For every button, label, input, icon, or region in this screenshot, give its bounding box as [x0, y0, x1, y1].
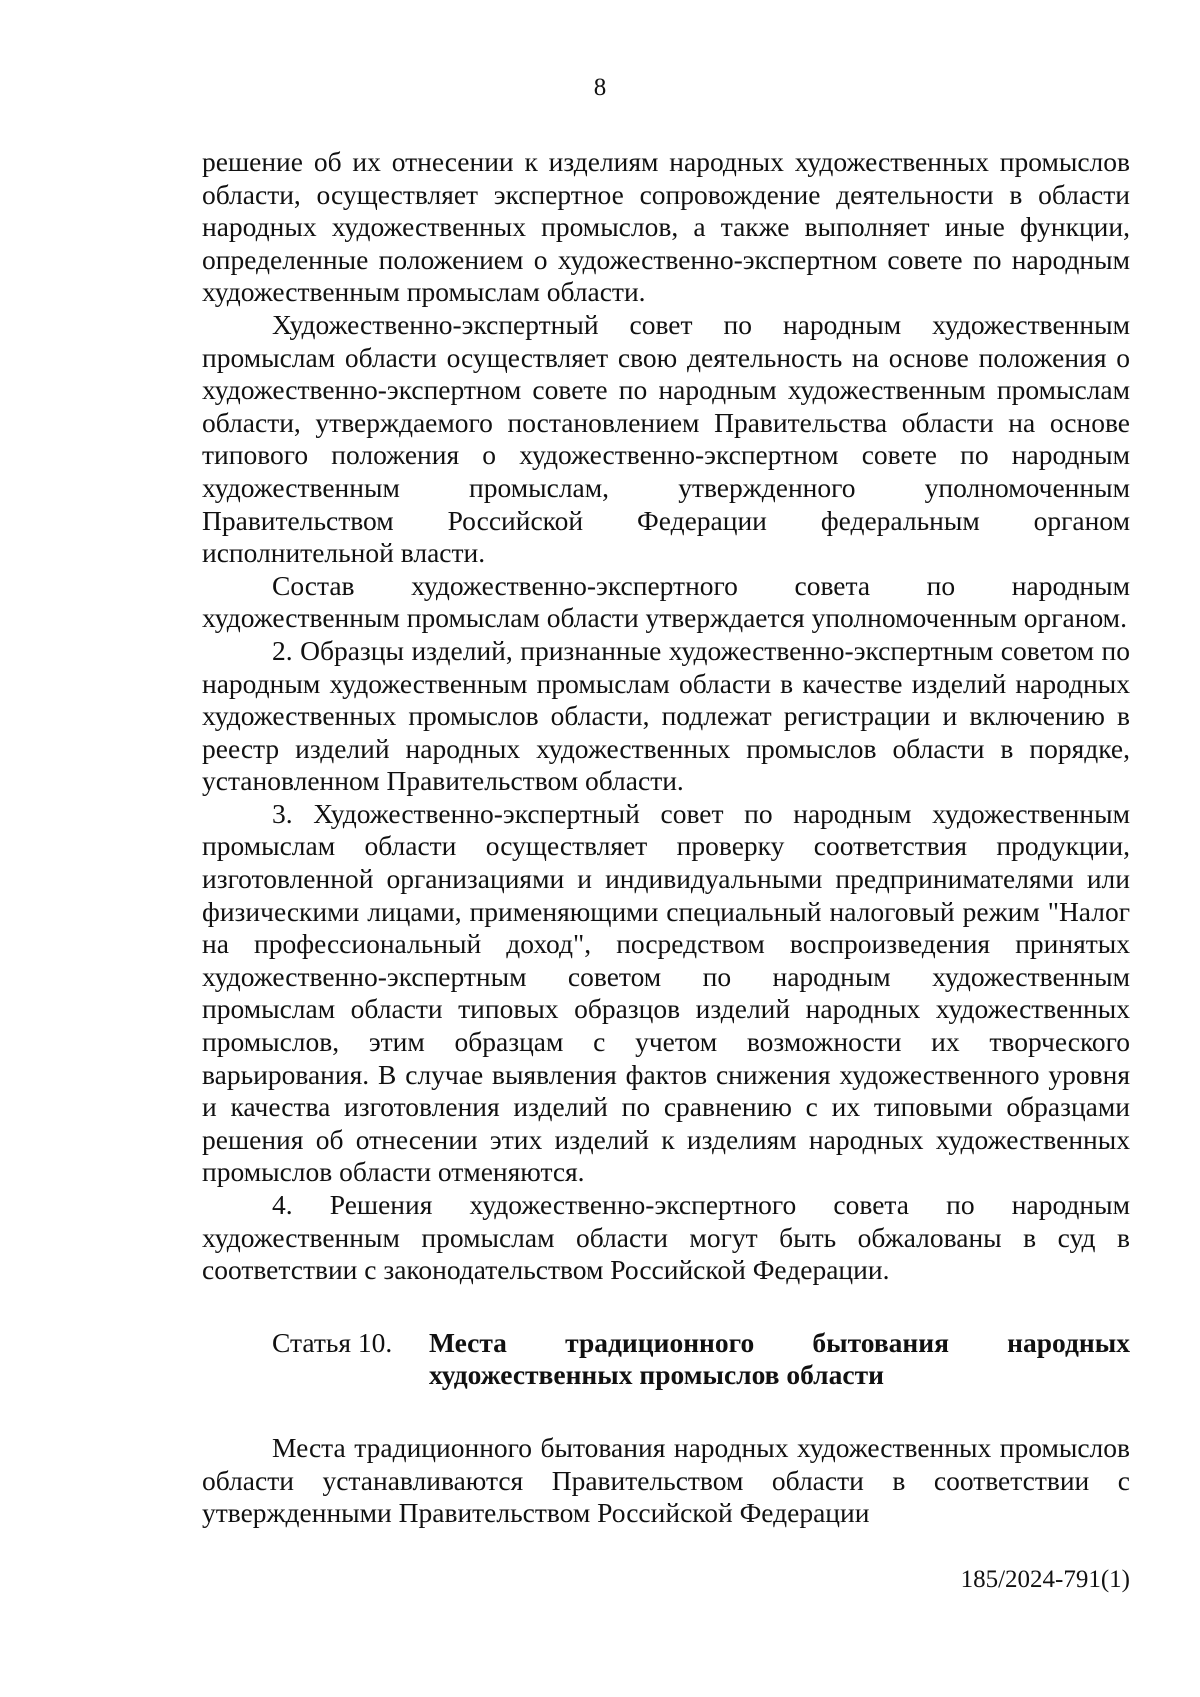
paragraph-continuation: решение об их отнесении к изделиям народных художественных промыслов области, осуществляет экспертное сопровождение деятельности в области народных художественных промыслов, а также выполняет иные функции, определенные положением о художественно-экспертном совете по народным художественным промыслам области. — [202, 146, 1130, 308]
paragraph-council-basis: Художественно-экспертный совет по народным художественным промыслам области осуществляет свою деятельность на основе положения о художественно-экспертном совете по народным художественным промыслам области, утверждаемого постановлением Правительства области на основе типового положения о художественно-экспертном совете по народным художественным промыслам, утвержденного уполномоченным Правительством Российской Федерации федеральным органом исполнительной власти. — [202, 308, 1130, 569]
paragraph-item-4: 4. Решения художественно-экспертного совета по народным художественным промыслам области могут быть обжалованы в суд в соответствии с законодательством Российской Федерации. — [202, 1189, 1130, 1286]
document-body — [202, 146, 1130, 1530]
paragraph-item-3: 3. Художественно-экспертный совет по народным художественным промыслам области осуществляет проверку соответствия продукции, изготовленной организациями и индивидуальными предпринимателями или физическими лицами, применяющими специальный налоговый режим "Налог на профессиональный доход", посредством воспроизведения принятых художественно-экспертным советом по народным художественным промыслам области типовых образцов изделий народных художественных промыслов, этим образцам с учетом возможности их творческого варьирования. В случае выявления фактов снижения художественного уровня и качества изготовления изделий по сравнению с их типовыми образцами решения об отнесении этих изделий к изделиям народных художественных промыслов области отменяются. — [202, 797, 1130, 1188]
paragraph-item-2: 2. Образцы изделий, признанные художественно-экспертным советом по народным художественным промыслам области в качестве изделий народных художественных промыслов области, подлежат регистрации и включению в реестр изделий народных художественных промыслов области в порядке, установленном Правительством области. — [202, 634, 1130, 797]
article-heading — [202, 1327, 1130, 1392]
article-title: Места традиционного бытования народных художественных промыслов области — [429, 1326, 1130, 1391]
article-number: Статья 10. — [272, 1326, 393, 1358]
paragraph-council-composition: Состав художественно-экспертного совета по народным художественным промыслам области утверждается уполномоченным органом. — [202, 569, 1130, 634]
paragraph-article-10: Места традиционного бытования народных художественных промыслов области устанавливаются Правительством области в соответствии с утвержденными Правительством Российской Федерации — [202, 1431, 1130, 1529]
document-code: 185/2024-791(1) — [960, 1566, 1130, 1593]
page-number: 8 — [593, 74, 607, 101]
